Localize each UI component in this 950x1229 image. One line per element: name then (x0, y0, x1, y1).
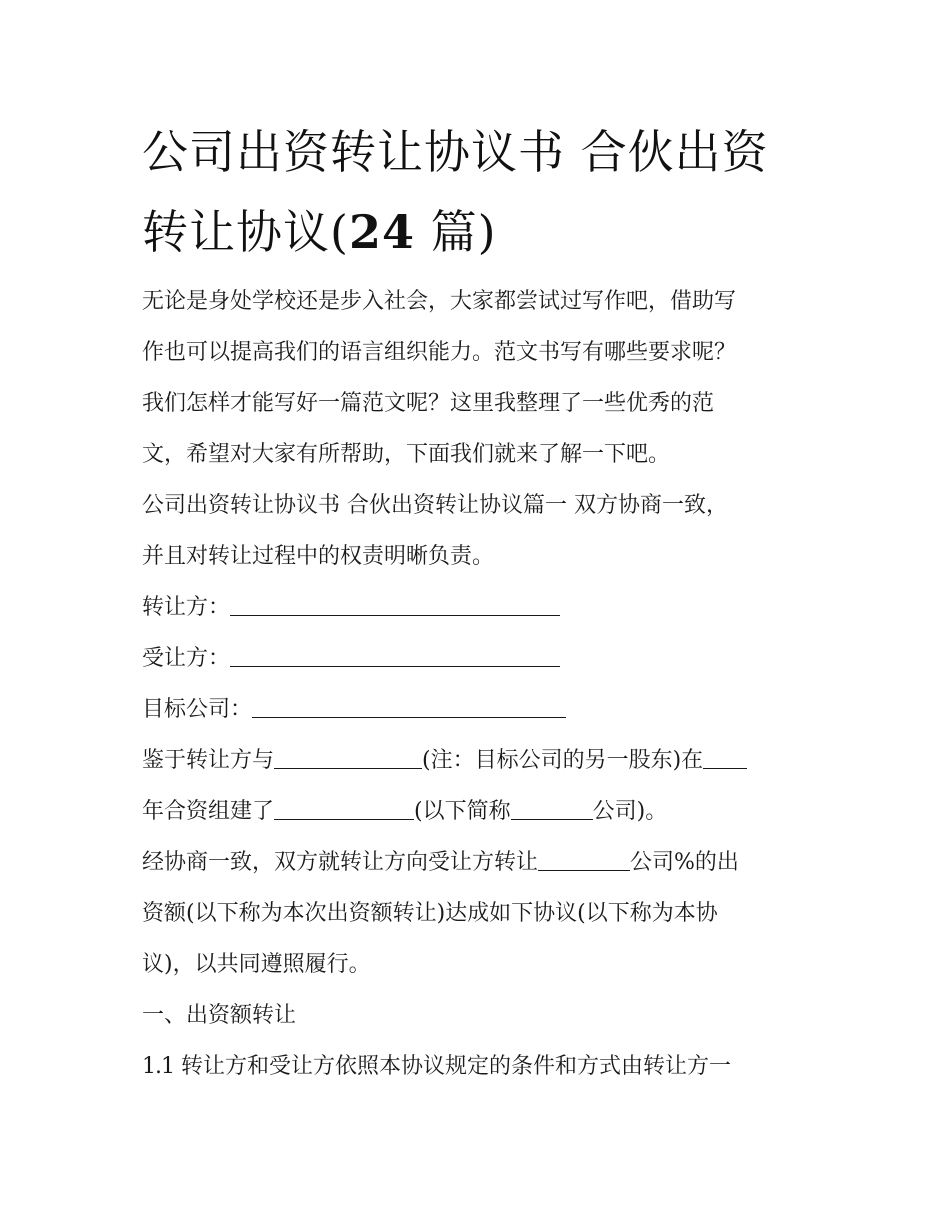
intro-line-4: 文，希望对大家有所帮助，下面我们就来了解一下吧。 (142, 442, 671, 467)
title-count: 24 (348, 205, 415, 259)
whereas-text-c: 年合资组建了 (142, 799, 275, 824)
target-company-line (142, 684, 814, 735)
short-name-blank (511, 789, 593, 820)
whereas-text-e: 公司)。 (592, 799, 668, 824)
intro-line-2: 作也可以提高我们的语言组织能力。范文书写有哪些要求呢？ (142, 340, 737, 365)
agreement-text-b: 公司%的出 (630, 850, 739, 875)
document-body (142, 276, 814, 1092)
whereas-line-2 (142, 786, 814, 837)
agreement-line-3: 议)，以共同遵照履行。 (142, 952, 371, 977)
whereas-line-1 (142, 735, 814, 786)
clause-number: 1.1 (142, 1054, 174, 1079)
whereas-text-d: (以下简称 (414, 799, 511, 824)
whereas-text-a: 鉴于转让方与 (142, 748, 275, 773)
transferor-label: 转让方： (142, 595, 231, 620)
transferee-blank (230, 636, 560, 667)
clause-text: 转让方和受让方依照本协议规定的条件和方式由转让方一 (174, 1054, 731, 1079)
year-blank (703, 738, 747, 769)
intro-line-3: 我们怎样才能写好一篇范文呢？这里我整理了一些优秀的范 (142, 391, 715, 416)
title-line-1: 公司出资转让协议书 合伙出资 (142, 125, 769, 179)
whereas-text-b: (注：目标公司的另一股东)在 (422, 748, 704, 773)
heading-para-line-2: 并且对转让过程中的权责明晰负责。 (142, 544, 495, 569)
title-line-2-prefix: 转让协议( (142, 205, 349, 259)
transferor-blank (230, 585, 560, 616)
jv-name-blank (274, 789, 414, 820)
transferee-label: 受让方： (142, 646, 231, 671)
clause-1-1 (142, 1041, 814, 1092)
section-heading-1: 一、出资额转让 (142, 1003, 297, 1028)
target-company-blank (252, 687, 566, 718)
transferee-line (142, 633, 814, 684)
agreement-line-1 (142, 837, 814, 888)
agreement-text-a: 经协商一致，双方就转让方向受让方转让 (142, 850, 539, 875)
intro-line-1: 无论是身处学校还是步入社会，大家都尝试过写作吧，借助写 (142, 289, 737, 314)
heading-para-line-1: 公司出资转让协议书 合伙出资转让协议篇一 双方协商一致， (142, 493, 728, 518)
transferor-line (142, 582, 814, 633)
other-shareholder-blank (274, 738, 422, 769)
document-title (142, 112, 822, 272)
target-company-label: 目标公司： (142, 697, 253, 722)
company-blank (538, 840, 630, 871)
title-line-2-suffix: 篇) (414, 205, 497, 259)
agreement-line-2: 资额(以下称为本次出资额转让)达成如下协议(以下称为本协 (142, 901, 718, 926)
